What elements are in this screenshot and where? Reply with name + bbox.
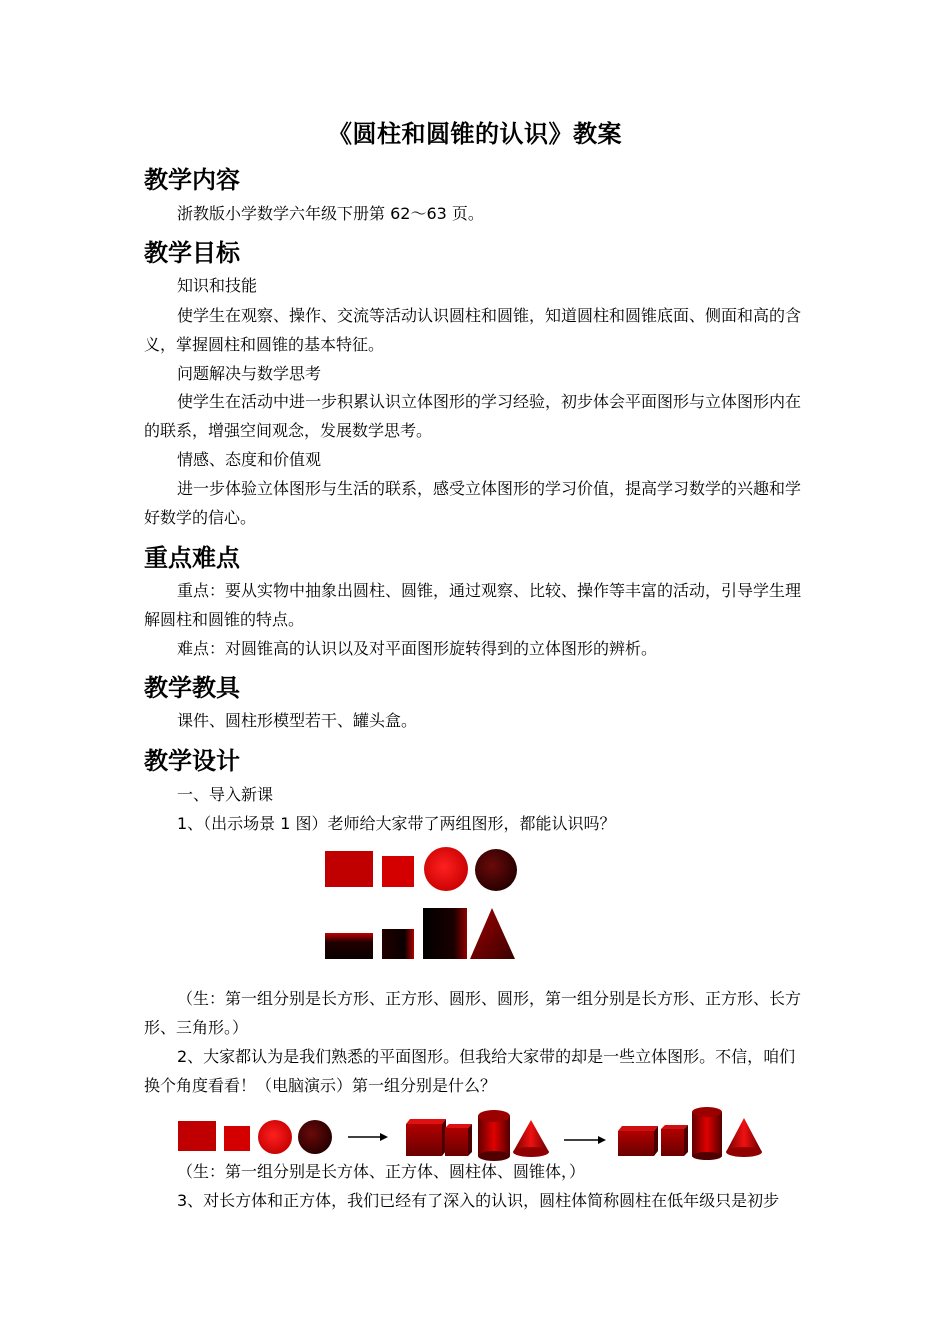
arrow-right-icon: [348, 1133, 388, 1141]
cone-icon: [513, 1120, 549, 1157]
difficult-text: 难点：对圆锥高的认识以及对平面图形旋转得到的立体图形的辨析。: [177, 639, 658, 658]
heading-design: 教学设计: [144, 747, 240, 775]
step-title: 一、导入新课: [177, 785, 274, 804]
tools-text: 课件、圆柱形模型若干、罐头盒。: [177, 711, 418, 730]
item-3: 3、对长方体和正方体，我们已经有了深入的认识，圆柱体简称圆柱在低年级只是初步: [177, 1191, 780, 1210]
rectangle-icon: [178, 1121, 216, 1151]
heading-content: 教学内容: [144, 166, 240, 194]
cuboid-3d-icon: [618, 1126, 658, 1156]
problem-text: 使学生在活动中进一步积累认识立体图形的学习经验，初步体会平面图形与立体图形内在的联系，增强空间观念，发展数学思考。: [144, 392, 802, 440]
cylinder-icon: [478, 1110, 510, 1161]
knowledge-label: 知识和技能: [177, 276, 258, 295]
attitude-label: 情感、态度和价值观: [177, 450, 322, 469]
tall-rectangle-shape: [423, 908, 467, 959]
page-title: 《圆柱和圆锥的认识》教案: [328, 120, 622, 148]
figure-flat-shapes: [320, 846, 530, 964]
item-1: 1、（出示场景 1 图）老师给大家带了两组图形，都能认识吗？: [177, 814, 616, 833]
attitude-text: 进一步体验立体图形与生活的联系，感受立体图形的学习价值，提高学习数学的兴趣和学好数学的信心。: [144, 479, 802, 527]
circle-dark-icon: [298, 1120, 332, 1154]
square-icon: [224, 1126, 250, 1151]
cylinder-3d-icon: [692, 1107, 722, 1160]
circle-dark-shape: [475, 849, 517, 891]
triangle-shape: [470, 908, 515, 959]
problem-label: 问题解决与数学思考: [177, 364, 322, 383]
square-dark-shape: [382, 929, 414, 959]
rectangle-dark-shape: [325, 933, 373, 959]
key-text: 重点：要从实物中抽象出圆柱、圆锥，通过观察、比较、操作等丰富的活动，引导学生理解圆柱和圆锥的特点。: [144, 581, 802, 629]
arrow-right-icon-2: [564, 1136, 606, 1144]
heading-tools: 教学教具: [144, 674, 240, 702]
cone-3d-icon: [726, 1118, 762, 1157]
rectangle-shape: [325, 851, 373, 887]
content-text: 浙教版小学数学六年级下册第 62～63 页。: [177, 204, 484, 223]
item-2: 2、大家都认为是我们熟悉的平面图形。但我给大家带的却是一些立体图形。不信，咱们换个角度看看！（电脑演示）第一组分别是什么？: [144, 1047, 796, 1095]
square-shape: [382, 856, 414, 887]
answer-2: （生：第一组分别是长方体、正方体、圆柱体、圆锥体，）: [177, 1162, 586, 1181]
figure-shape-transition: [174, 1104, 774, 1164]
cuboid-icon: [406, 1119, 446, 1156]
answer-1: （生：第一组分别是长方形、正方形、圆形、圆形，第一组分别是长方形、正方形、长方形、三角形。）: [144, 989, 802, 1037]
knowledge-text: 使学生在观察、操作、交流等活动认识圆柱和圆锥，知道圆柱和圆锥底面、侧面和高的含义，掌握圆柱和圆锥的基本特征。: [144, 306, 802, 354]
circle-red-shape: [424, 847, 468, 891]
circle-red-icon: [258, 1120, 292, 1154]
heading-key: 重点难点: [144, 544, 240, 572]
cube-icon: [445, 1124, 472, 1156]
heading-goals: 教学目标: [144, 239, 240, 267]
cube-3d-icon: [661, 1125, 688, 1156]
